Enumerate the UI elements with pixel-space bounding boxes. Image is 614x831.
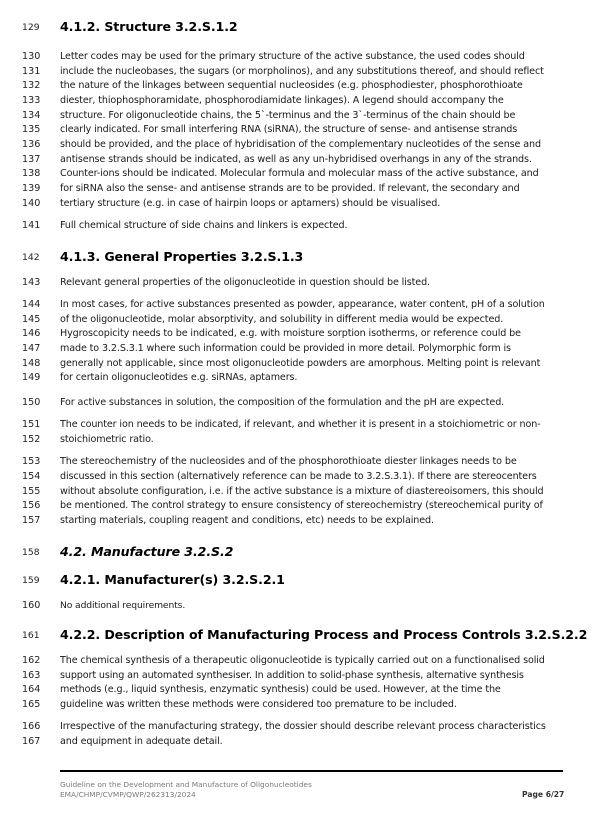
line-number: 135 <box>22 124 41 135</box>
line-number: 136 <box>22 139 41 150</box>
line-number: 152 <box>22 434 41 445</box>
line-text: antisense strands should be indicated, as well as any un-hybridised overhangs in any of the strands. <box>60 154 532 165</box>
line-text: tertiary structure (e.g. in case of hairpin loops or aptamers) should be visualised. <box>60 198 441 209</box>
line-text: methods (e.g., liquid synthesis, enzymatic synthesis) could be used. However, at the time the <box>60 684 501 695</box>
line-number: 133 <box>22 95 41 106</box>
line-number: 160 <box>22 600 41 611</box>
line-number: 143 <box>22 277 41 288</box>
line-number: 130 <box>22 51 41 62</box>
line-number: 149 <box>22 372 41 383</box>
heading-text: 4.1.2. Structure 3.2.S.1.2 <box>60 19 238 34</box>
line-number: 163 <box>22 670 41 681</box>
line-text: the nature of the linkages between sequential nucleosides (e.g. phosphodiester, phosphorothioate <box>60 80 523 91</box>
line-text: diester, thiophosphoramidate, phosphorodiamidate linkages). A legend should accompany the <box>60 95 504 106</box>
footer-divider <box>60 770 563 772</box>
line-number: 144 <box>22 299 41 310</box>
line-number: 141 <box>22 220 41 231</box>
line-text: For active substances in solution, the composition of the formulation and the pH are expected. <box>60 397 505 408</box>
line-number: 150 <box>22 397 41 408</box>
line-text: should be provided, and the place of hybridisation of the complementary nucleotides of the sense and <box>60 139 541 150</box>
heading-text: 4.2.2. Description of Manufacturing Process and Process Controls 3.2.S.2.2 <box>60 627 588 642</box>
line-number: 164 <box>22 684 41 695</box>
line-text: and equipment in adequate detail. <box>60 736 223 747</box>
line-number: 137 <box>22 154 41 165</box>
line-number: 154 <box>22 471 41 482</box>
line-text: guideline was written these methods were considered too premature to be included. <box>60 699 457 710</box>
line-text: stoichiometric ratio. <box>60 434 154 445</box>
line-number: 142 <box>22 252 40 263</box>
line-number: 157 <box>22 515 41 526</box>
line-text: support using an automated synthesiser. In addition to solid-phase synthesis, alternative synthesis <box>60 670 524 681</box>
line-text: made to 3.2.S.3.1 where such information could be provided in more detail. Polymorphic form is <box>60 343 511 354</box>
footer-doc-info <box>60 780 312 800</box>
line-text: be mentioned. The control strategy to ensure consistency of stereochemistry (stereochemical purity of <box>60 500 543 511</box>
line-text: generally not applicable, since most oligonucleotide powders are amorphous. Melting point is relevant <box>60 358 541 369</box>
line-text: Full chemical structure of side chains and linkers is expected. <box>60 220 348 231</box>
line-number: 139 <box>22 183 41 194</box>
line-number: 147 <box>22 343 41 354</box>
line-number: 145 <box>22 314 41 325</box>
line-text: Relevant general properties of the oligonucleotide in question should be listed. <box>60 277 430 288</box>
line-text: include the nucleobases, the sugars (or morpholinos), and any substitutions thereof, and should reflect <box>60 66 544 77</box>
heading-text: 4.2.1. Manufacturer(s) 3.2.S.2.1 <box>60 572 285 587</box>
line-number: 151 <box>22 419 41 430</box>
line-text: In most cases, for active substances presented as powder, appearance, water content, pH of a solution <box>60 299 545 310</box>
line-text: The stereochemistry of the nucleosides and of the phosphorothioate diester linkages needs to be <box>60 456 517 467</box>
line-number: 158 <box>22 547 40 558</box>
line-number: 140 <box>22 198 41 209</box>
line-text: for siRNA also the sense- and antisense strands are to be provided. If relevant, the secondary and <box>60 183 520 194</box>
line-text: Irrespective of the manufacturing strategy, the dossier should describe relevant process characteristics <box>60 721 546 732</box>
line-text: of the oligonucleotide, molar absorptivity, and solubility in different media would be expected. <box>60 314 504 325</box>
footer-title: Guideline on the Development and Manufacture of Oligonucleotides <box>60 780 312 789</box>
line-number: 161 <box>22 630 40 641</box>
line-text: The counter ion needs to be indicated, if relevant, and whether it is present in a stoichiometric or non- <box>60 419 541 430</box>
line-number: 165 <box>22 699 41 710</box>
line-number: 159 <box>22 575 40 586</box>
line-number: 155 <box>22 486 41 497</box>
line-text: clearly indicated. For small interfering RNA (siRNA), the structure of sense- and antisense strands <box>60 124 518 135</box>
heading-text: 4.1.3. General Properties 3.2.S.1.3 <box>60 249 304 264</box>
line-number: 148 <box>22 358 41 369</box>
line-number: 146 <box>22 328 41 339</box>
line-text: structure. For oligonucleotide chains, the 5`-terminus and the 3`-terminus of the chain should be <box>60 110 516 121</box>
line-text: without absolute configuration, i.e. if the active substance is a mixture of diastereoisomers, this should <box>60 486 544 497</box>
line-text: Letter codes may be used for the primary structure of the active substance, the used codes should <box>60 51 525 62</box>
line-number: 162 <box>22 655 41 666</box>
line-number: 166 <box>22 721 41 732</box>
line-number: 138 <box>22 168 41 179</box>
line-number: 167 <box>22 736 41 747</box>
line-number: 153 <box>22 456 41 467</box>
line-number: 131 <box>22 66 41 77</box>
line-text: discussed in this section (alternatively reference can be made to 3.2.S.3.1). If there are stereocenters <box>60 471 537 482</box>
line-text: The chemical synthesis of a therapeutic oligonucleotide is typically carried out on a functionalised solid <box>60 655 545 666</box>
footer-page-number: Page 6/27 <box>522 790 565 799</box>
heading-text: 4.2. Manufacture 3.2.S.2 <box>60 544 234 559</box>
line-text: Counter-ions should be indicated. Molecular formula and molecular mass of the active substance, and <box>60 168 539 179</box>
footer-reference: EMA/CHMP/CVMP/QWP/262313/2024 <box>60 790 196 799</box>
line-text: for certain oligonucleotides e.g. siRNAs, aptamers. <box>60 372 298 383</box>
line-number: 129 <box>22 22 40 33</box>
line-text: No additional requirements. <box>60 600 186 611</box>
line-number: 156 <box>22 500 41 511</box>
line-text: starting materials, coupling reagent and conditions, etc) needs to be explained. <box>60 515 434 526</box>
line-number: 132 <box>22 80 41 91</box>
line-text: Hygroscopicity needs to be indicated, e.g. with moisture sorption isotherms, or reference could be <box>60 328 521 339</box>
line-number: 134 <box>22 110 41 121</box>
